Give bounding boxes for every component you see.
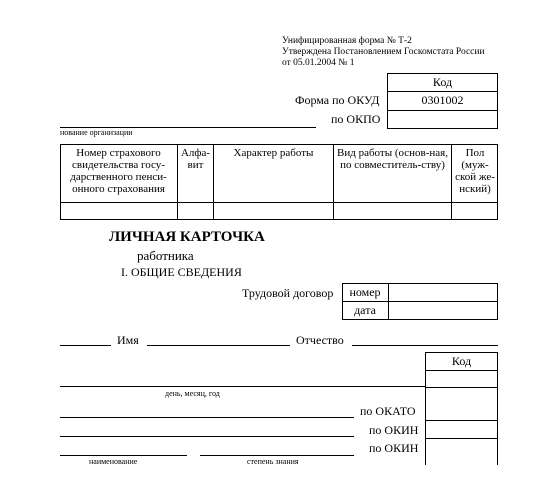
contract-date-label: дата	[354, 303, 376, 317]
col-alphabet: Алфа-вит	[180, 147, 211, 171]
okin2-label: по ОКИН	[369, 441, 419, 455]
codes-bottom-divider-2	[425, 387, 498, 388]
codes-head-top: Код	[432, 75, 453, 89]
birthdate-line[interactable]	[60, 386, 425, 387]
okud-value[interactable]: 0301002	[421, 93, 464, 107]
language-degree-caption: степень знания	[247, 457, 299, 466]
col-work-type: Вид работы (основ-ная, по совместитель-ству)	[337, 147, 448, 171]
okpo-label: по ОКПО	[331, 112, 381, 126]
codes-head-bottom: Код	[451, 354, 472, 368]
card-title: ЛИЧНАЯ КАРТОЧКА	[109, 229, 265, 245]
patronymic-label: Отчество	[296, 333, 344, 347]
organization-caption: нование организации	[60, 128, 133, 137]
language-degree-line[interactable]	[200, 455, 354, 456]
codes-bottom-divider-1	[425, 370, 498, 371]
col-insurance-number: Номер страхового свидетельства госу-дарственного пенси-онного страхования	[70, 147, 167, 195]
first-name-label: Имя	[117, 333, 139, 347]
contract-label: Трудовой договор	[242, 286, 334, 300]
form-header-line2: Утверждена Постановлением Госкомстата России	[282, 47, 485, 57]
okud-label: Форма по ОКУД	[295, 93, 380, 107]
card-subtitle: работника	[137, 248, 194, 263]
first-name-line[interactable]	[147, 345, 290, 346]
patronymic-line[interactable]	[352, 345, 498, 346]
col-work-character: Характер работы	[233, 147, 314, 159]
contract-number-label: номер	[349, 285, 381, 299]
language-name-caption: наименование	[89, 457, 138, 466]
codes-box-top-divider-2	[387, 110, 498, 111]
codes-bottom-divider-4	[425, 438, 498, 439]
form-header-line1: Унифицированная форма № Т-2	[282, 36, 412, 46]
section-title: I. ОБЩИЕ СВЕДЕНИЯ	[121, 265, 242, 279]
birthdate-caption: день, месяц, год	[165, 389, 220, 398]
contract-box-col-divider	[388, 283, 389, 320]
surname-line[interactable]	[60, 345, 111, 346]
okato-label: по ОКАТО	[360, 404, 416, 418]
okin1-label: по ОКИН	[369, 423, 419, 437]
col-gender: Пол (муж-ской же-нский)	[455, 147, 495, 195]
citizenship-line[interactable]	[60, 436, 354, 437]
main-table-row-divider	[60, 202, 498, 203]
codes-bottom-divider-3	[425, 420, 498, 421]
form-header-line3: от 05.01.2004 № 1	[282, 58, 355, 68]
language-name-line[interactable]	[60, 455, 187, 456]
birthplace-line[interactable]	[60, 417, 354, 418]
